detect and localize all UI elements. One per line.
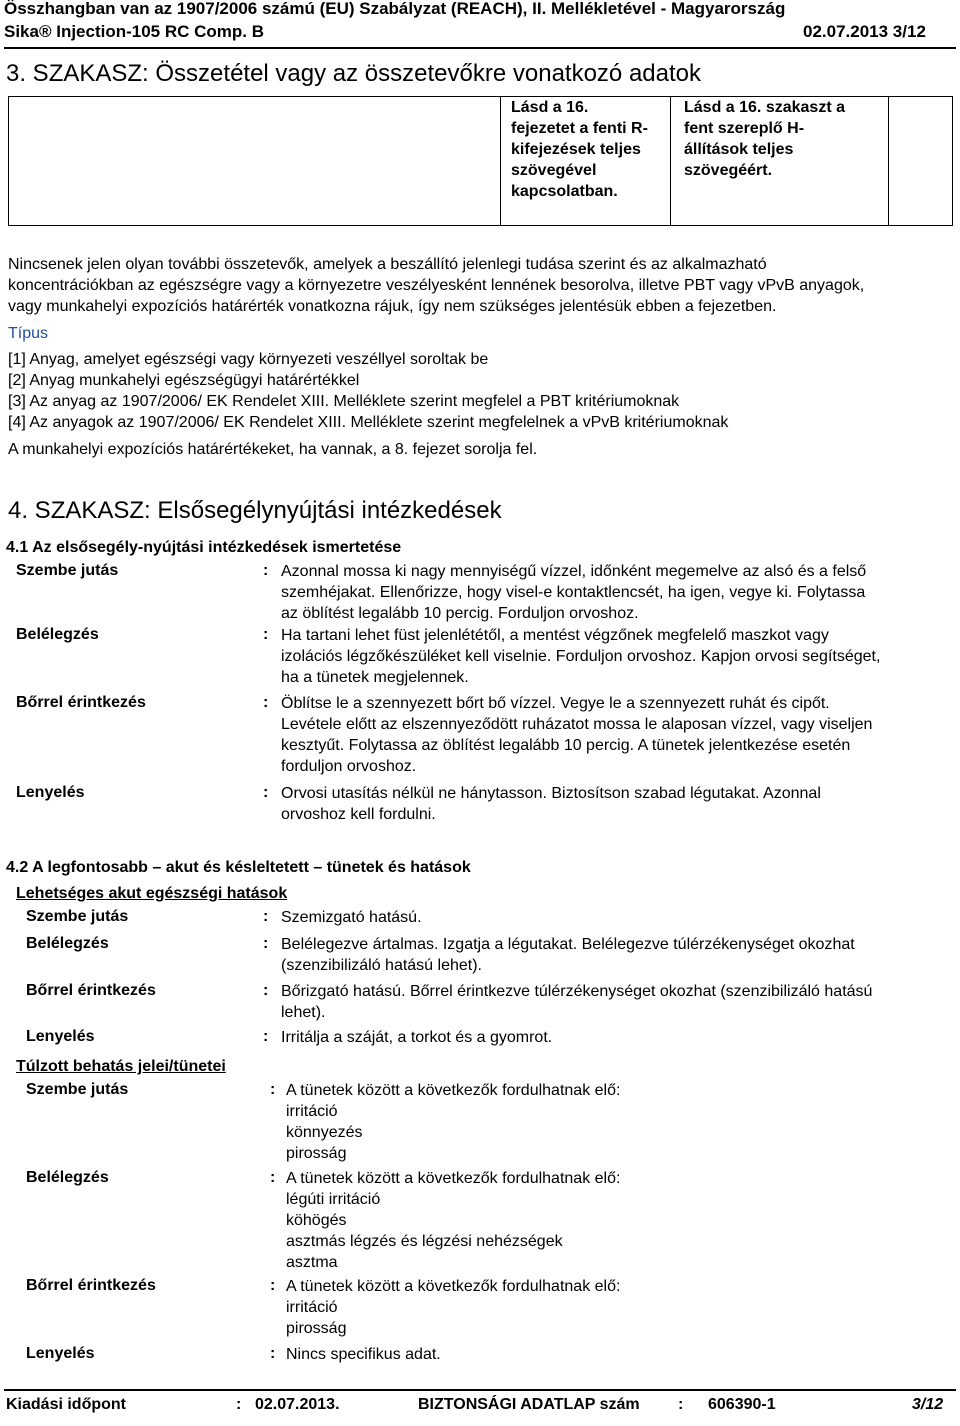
oel-note: A munkahelyi expozíciós határértékeket, ha vannak, a 8. fejezet sorolja fel.: [8, 441, 538, 458]
row-value-line: pirosság: [286, 1320, 347, 1337]
row-value-line: Öblítse le a szennyezett bőrt bő vízzel. Vegye le a szennyezett ruhát és cipőt.: [281, 695, 830, 712]
row-value-line: ha a tünetek megjelennek.: [281, 669, 469, 686]
row-value-line: pirosság: [286, 1145, 347, 1162]
section3-paragraph: [8, 254, 864, 317]
section3-title: 3. SZAKASZ: Összetétel vagy az összetevőkre vonatkozó adatok: [6, 60, 702, 87]
table-cell-r-phrases: [511, 97, 648, 202]
footer-page: 3/12: [912, 1396, 944, 1413]
row-colon: :: [263, 562, 269, 579]
footer-colon: :: [678, 1396, 684, 1413]
row-value-line: szemhéjakat. Ellenőrizze, hogy visel-e kontaktlencsét, ha igen, vegye ki. Folytassa: [281, 584, 866, 601]
row-colon: :: [263, 626, 269, 643]
cell-line: szövegével: [511, 162, 597, 179]
row-label: Szembe jutás: [26, 1081, 129, 1098]
row-colon: :: [270, 1345, 276, 1362]
row-value-line: légúti irritáció: [286, 1191, 381, 1208]
type-item: [4] Az anyagok az 1907/2006/ EK Rendelet XIII. Melléklete szerint megfelelnek a vPvB kritériumoknak: [8, 414, 729, 431]
types-list: [8, 349, 728, 433]
row-label: Lenyelés: [26, 1345, 95, 1362]
row-value-line: könnyezés: [286, 1124, 363, 1141]
row-colon: :: [270, 1081, 276, 1098]
row-colon: :: [270, 1277, 276, 1294]
cell-line: fent szereplő H-: [684, 120, 805, 137]
row-value-line: A tünetek között a következők fordulhatnak elő:: [286, 1082, 621, 1099]
cell-line: Lásd a 16. szakaszt a: [684, 99, 845, 116]
issue-date: 02.07.2013.: [255, 1396, 340, 1413]
type-item: [2] Anyag munkahelyi egészségügyi határértékkel: [8, 372, 360, 389]
row-colon: :: [263, 982, 269, 999]
sds-number-label: BIZTONSÁGI ADATLAP szám: [418, 1396, 640, 1413]
row-value-line: asztma: [286, 1254, 338, 1271]
row-colon: :: [263, 784, 269, 801]
row-label: Bőrrel érintkezés: [26, 982, 156, 999]
row-label: Szembe jutás: [26, 908, 129, 925]
row-value-line: (szenzibilizáló hatású lehet).: [281, 957, 482, 974]
para-line: vagy munkahelyi expozíciós határérték vonatkozna rájuk, így nem szükséges jelentésük ebben a fejezetben.: [8, 298, 777, 315]
row-label: Belélegzés: [26, 1169, 109, 1186]
cell-line: kapcsolatban.: [511, 183, 618, 200]
footer-colon: :: [236, 1396, 242, 1413]
row-label: Bőrrel érintkezés: [16, 694, 146, 711]
cell-line: kifejezések teljes: [511, 141, 641, 158]
type-item: [3] Az anyag az 1907/2006/ EK Rendelet XIII. Melléklete szerint megfelel a PBT kritériumoknak: [8, 393, 680, 410]
overexposure-title: Túlzott behatás jelei/tünetei: [16, 1058, 226, 1075]
issue-date-label: Kiadási időpont: [6, 1396, 126, 1413]
cell-line: fejezetet a fenti R-: [511, 120, 648, 137]
row-value-line: Levétele előtt az elszennyeződött ruházatot mossa le alaposan vízzel, vagy viseljen: [281, 716, 873, 733]
row-value-line: asztmás légzés és légzési nehézségek: [286, 1233, 563, 1250]
footer-divider: [4, 1389, 956, 1391]
row-value-line: az öblítést legalább 10 percig. Forduljon orvoshoz.: [281, 605, 639, 622]
row-value-line: Szemizgató hatású.: [281, 909, 422, 926]
row-value-line: lehet).: [281, 1004, 326, 1021]
row-value-line: Bőrizgató hatású. Bőrrel érintkezve túlérzékenységet okozhat (szenzibilizáló hatású: [281, 983, 873, 1000]
subsection-4-2: 4.2 A legfontosabb – akut és késleltetett – tünetek és hatások: [6, 859, 471, 876]
regulation-header: Összhangban van az 1907/2006 számú (EU) Szabályzat (REACH), II. Mellékletével - Magyarország: [4, 0, 786, 18]
row-colon: :: [263, 1028, 269, 1045]
product-name: Sika® Injection-105 RC Comp. B: [4, 22, 265, 41]
header-date-page: 02.07.2013 3/12: [803, 22, 926, 41]
row-colon: :: [263, 694, 269, 711]
row-value-line: A tünetek között a következők fordulhatnak elő:: [286, 1278, 621, 1295]
subsection-4-1: 4.1 Az elsősegély-nyújtási intézkedések ismertetése: [6, 539, 402, 556]
row-value-line: Ha tartani lehet füst jelenlététől, a mentést végzőnek megfelelő maszkot vagy: [281, 627, 829, 644]
row-value-line: izolációs légzőkészüléket kell viselnie. Forduljon orvoshoz. Kapjon orvosi segítséget,: [281, 648, 881, 665]
row-value-line: Orvosi utasítás nélkül ne hánytasson. Biztosítson szabad légutakat. Azonnal: [281, 785, 821, 802]
para-line: koncentrációkban az egészségre vagy a környezetre veszélyesként lennének besorolva, illetve PBT vagy vPvB anyagok,: [8, 277, 865, 294]
table-cell-h-statements: [684, 97, 845, 181]
cell-line: szövegéért.: [684, 162, 773, 179]
row-label: Lenyelés: [26, 1028, 95, 1045]
row-value-line: Belélegezve ártalmas. Izgatja a légutakat. Belélegezve túlérzékenységet okozhat: [281, 936, 855, 953]
para-line: Nincsenek jelen olyan további összetevők, amelyek a beszállító jelenlegi tudása szerint és az alkalmazható: [8, 256, 767, 273]
row-value-line: köhögés: [286, 1212, 347, 1229]
sds-number: 606390-1: [708, 1396, 776, 1413]
row-colon: :: [263, 935, 269, 952]
cell-line: állítások teljes: [684, 141, 794, 158]
row-label: Szembe jutás: [16, 562, 119, 579]
row-label: Belélegzés: [16, 626, 99, 643]
tipus-label: Típus: [8, 325, 49, 342]
row-label: Lenyelés: [16, 784, 85, 801]
row-value-line: Nincs specifikus adat.: [286, 1346, 441, 1363]
row-value-line: forduljon orvoshoz.: [281, 758, 417, 775]
row-colon: :: [263, 908, 269, 925]
row-value-line: A tünetek között a következők fordulhatnak elő:: [286, 1170, 621, 1187]
type-item: [1] Anyag, amelyet egészségi vagy környezeti veszéllyel soroltak be: [8, 351, 489, 368]
row-value-line: kesztyűt. Folytassa az öblítést legalább 10 percig. A tünetek jelentkezése esetén: [281, 737, 851, 754]
row-value-line: irritáció: [286, 1299, 338, 1316]
acute-effects-title: Lehetséges akut egészségi hatások: [16, 885, 288, 902]
row-value-line: irritáció: [286, 1103, 338, 1120]
row-value-line: Azonnal mossa ki nagy mennyiségű vízzel, időnként megemelve az alsó és a felső: [281, 563, 867, 580]
row-label: Belélegzés: [26, 935, 109, 952]
header-divider: [4, 47, 956, 49]
row-value-line: orvoshoz kell fordulni.: [281, 806, 436, 823]
section4-title: 4. SZAKASZ: Elsősegélynyújtási intézkedések: [8, 497, 502, 524]
cell-line: Lásd a 16.: [511, 99, 589, 116]
row-label: Bőrrel érintkezés: [26, 1277, 156, 1294]
row-value-line: Irritálja a száját, a torkot és a gyomrot.: [281, 1029, 553, 1046]
row-colon: :: [270, 1169, 276, 1186]
